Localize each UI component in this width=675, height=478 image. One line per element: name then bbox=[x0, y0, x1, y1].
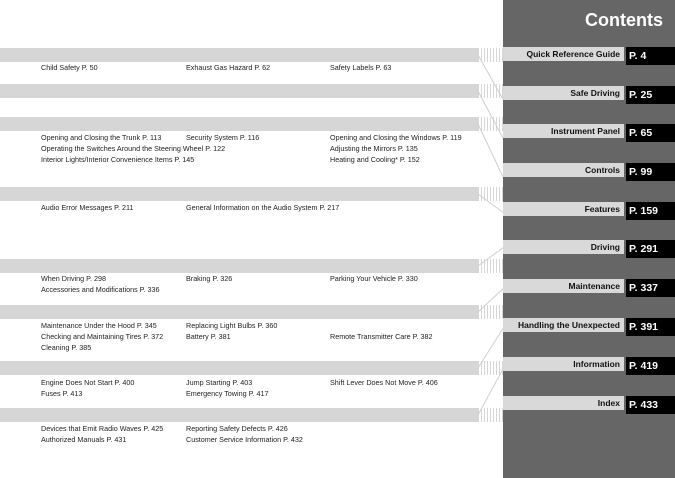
tab-page: P. 337 bbox=[626, 279, 675, 297]
tab-label: Safe Driving bbox=[503, 86, 624, 100]
section-band bbox=[0, 187, 478, 201]
toc-link[interactable]: Accessories and Modifications P. 336 bbox=[41, 285, 160, 294]
toc-link[interactable]: Adjusting the Mirrors P. 135 bbox=[330, 144, 418, 153]
section-band bbox=[0, 84, 478, 98]
tab-label: Handling the Unexpected bbox=[503, 318, 624, 332]
toc-link[interactable]: When Driving P. 298 bbox=[41, 274, 106, 283]
toc-link[interactable]: Security System P. 116 bbox=[186, 133, 260, 142]
toc-link[interactable]: Maintenance Under the Hood P. 345 bbox=[41, 321, 157, 330]
tab-page: P. 433 bbox=[626, 396, 675, 414]
tab-page: P. 391 bbox=[626, 318, 675, 336]
section-band bbox=[0, 408, 478, 422]
toc-link[interactable]: Shift Lever Does Not Move P. 406 bbox=[330, 378, 438, 387]
tab-label: Maintenance bbox=[503, 279, 624, 293]
tab-quick-reference-guide[interactable] bbox=[503, 47, 675, 61]
tab-index[interactable] bbox=[503, 396, 675, 410]
toc-link[interactable]: Braking P. 326 bbox=[186, 274, 233, 283]
toc-link[interactable]: Customer Service Information P. 432 bbox=[186, 435, 303, 444]
tab-label: Instrument Panel bbox=[503, 124, 624, 138]
tab-page: P. 291 bbox=[626, 240, 675, 258]
toc-link[interactable]: Parking Your Vehicle P. 330 bbox=[330, 274, 418, 283]
tab-controls[interactable] bbox=[503, 163, 675, 177]
toc-link[interactable]: Exhaust Gas Hazard P. 62 bbox=[186, 63, 271, 72]
band-connectors bbox=[478, 0, 505, 478]
toc-link[interactable]: Remote Transmitter Care P. 382 bbox=[330, 332, 433, 341]
toc-link[interactable]: Replacing Light Bulbs P. 360 bbox=[186, 321, 278, 330]
tab-page: P. 159 bbox=[626, 202, 675, 220]
toc-link[interactable]: Opening and Closing the Trunk P. 113 bbox=[41, 133, 162, 142]
toc-link[interactable]: Safety Labels P. 63 bbox=[330, 63, 392, 72]
tab-page: P. 25 bbox=[626, 86, 675, 104]
tab-page: P. 4 bbox=[626, 47, 675, 65]
tab-page: P. 419 bbox=[626, 357, 675, 375]
tab-label: Controls bbox=[503, 163, 624, 177]
toc-link[interactable]: Cleaning P. 385 bbox=[41, 343, 92, 352]
tab-instrument-panel[interactable] bbox=[503, 124, 675, 138]
contents-sidebar bbox=[503, 0, 675, 478]
toc-link[interactable]: Emergency Towing P. 417 bbox=[186, 389, 269, 398]
contents-title: Contents bbox=[585, 10, 663, 30]
toc-link[interactable]: Fuses P. 413 bbox=[41, 389, 83, 398]
section-band bbox=[0, 48, 478, 62]
toc-link[interactable]: Jump Starting P. 403 bbox=[186, 378, 253, 387]
section-band bbox=[0, 305, 478, 319]
toc-link[interactable]: Battery P. 381 bbox=[186, 332, 231, 341]
toc-link[interactable]: Audio Error Messages P. 211 bbox=[41, 203, 134, 212]
toc-link[interactable]: General Information on the Audio System P. 217 bbox=[186, 203, 340, 212]
toc-link[interactable]: Reporting Safety Defects P. 426 bbox=[186, 424, 288, 433]
toc-link[interactable]: Heating and Cooling* P. 152 bbox=[330, 155, 420, 164]
tab-driving[interactable] bbox=[503, 240, 675, 254]
toc-link[interactable]: Authorized Manuals P. 431 bbox=[41, 435, 127, 444]
tab-label: Index bbox=[503, 396, 624, 410]
section-band bbox=[0, 361, 478, 375]
tab-page: P. 65 bbox=[626, 124, 675, 142]
tab-label: Driving bbox=[503, 240, 624, 254]
toc-link[interactable]: Devices that Emit Radio Waves P. 425 bbox=[41, 424, 164, 433]
toc-link[interactable]: Engine Does Not Start P. 400 bbox=[41, 378, 135, 387]
tab-information[interactable] bbox=[503, 357, 675, 371]
tab-label: Information bbox=[503, 357, 624, 371]
section-band bbox=[0, 117, 478, 131]
tab-safe-driving[interactable] bbox=[503, 86, 675, 100]
tab-page: P. 99 bbox=[626, 163, 675, 181]
tab-label: Features bbox=[503, 202, 624, 216]
toc-link[interactable]: Operating the Switches Around the Steering Wheel P. 122 bbox=[41, 144, 226, 153]
tab-label: Quick Reference Guide bbox=[503, 47, 624, 61]
toc-link[interactable]: Checking and Maintaining Tires P. 372 bbox=[41, 332, 164, 341]
section-band bbox=[0, 259, 478, 273]
tab-handling-the-unexpected[interactable] bbox=[503, 318, 675, 332]
tab-maintenance[interactable] bbox=[503, 279, 675, 293]
toc-link[interactable]: Child Safety P. 50 bbox=[41, 63, 98, 72]
toc-link[interactable]: Interior Lights/Interior Convenience Items P. 145 bbox=[41, 155, 195, 164]
tab-features[interactable] bbox=[503, 202, 675, 216]
toc-link[interactable]: Opening and Closing the Windows P. 119 bbox=[330, 133, 462, 142]
